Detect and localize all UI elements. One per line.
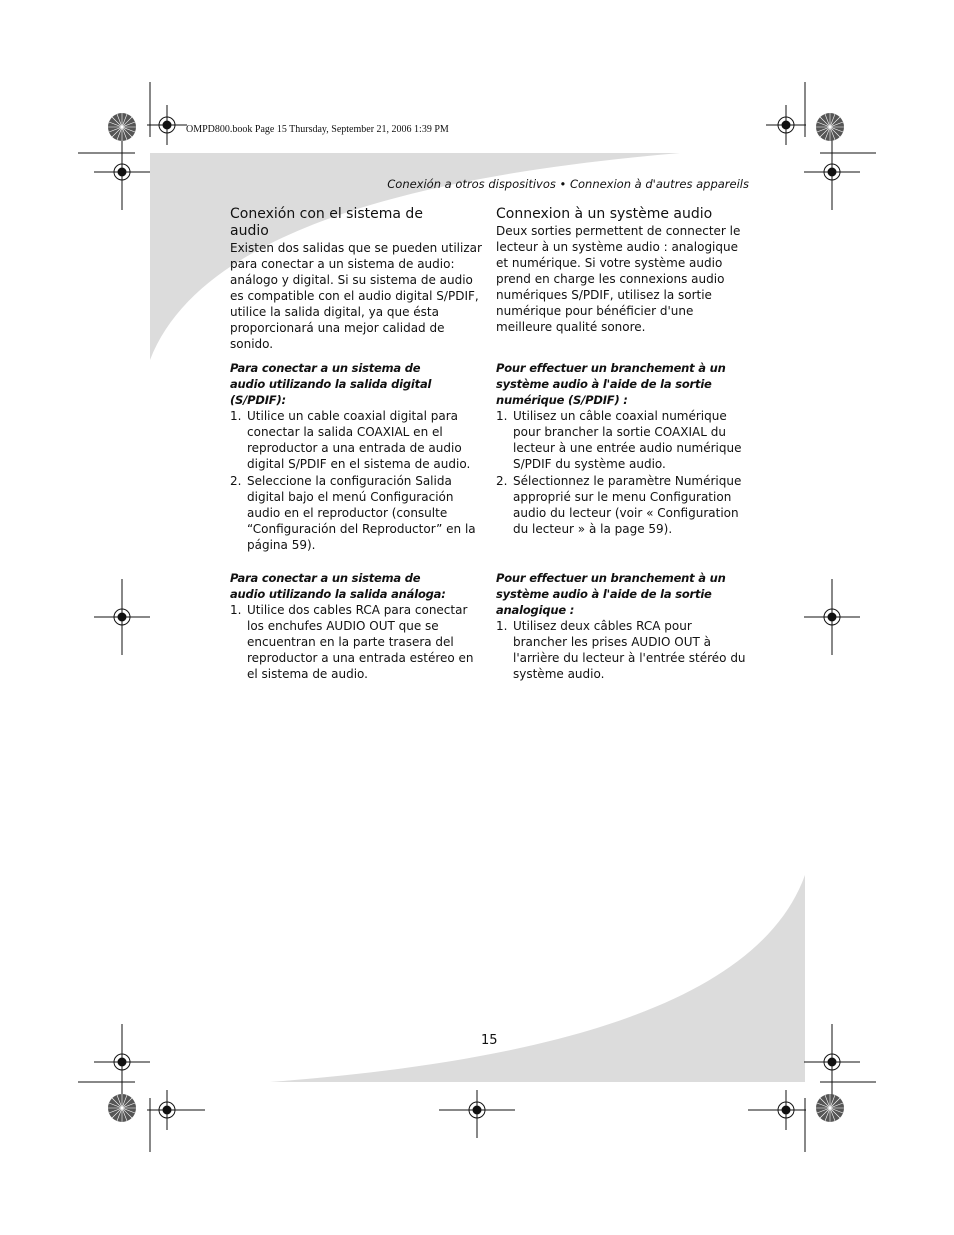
step-number: 1. (496, 619, 508, 633)
fr-analog-steps (496, 618, 748, 682)
list-item (496, 618, 748, 682)
step-number: 1. (230, 409, 242, 423)
page-number: 15 (481, 1033, 498, 1048)
fr-heading: Connexion à un système audio (496, 206, 713, 222)
list-item (230, 408, 482, 472)
fr-digital-steps (496, 408, 748, 537)
fr-analog-section (496, 570, 748, 683)
step-number: 2. (230, 474, 242, 488)
fr-digital-section (496, 360, 748, 538)
es-intro: Existen dos salidas que se pueden utilizar para conectar a un sistema de audio: análogo y digital. Si su sistema de audio es compatible con el audio digital S/PDIF, utilice la salida digital, ya que ésta proporcionará una mejor calidad de sonido. (230, 241, 482, 351)
fr-intro-section (496, 206, 748, 335)
es-digital-title: Para conectar a un sistema de audio utilizando la salida digital (S/PDIF): (230, 361, 432, 407)
step-text: Utilice dos cables RCA para conectar los enchufes AUDIO OUT que se encuentran en la parte trasera del reproductor a una entrada estéreo en el sistema de audio. (247, 603, 474, 681)
es-digital-section (230, 360, 482, 554)
fr-analog-title: Pour effectuer un branchement à un système audio à l'aide de la sortie analogique : (496, 571, 726, 617)
step-text: Utilisez deux câbles RCA pour brancher les prises AUDIO OUT à l'arrière du lecteur à l'entrée stéréo du système audio. (513, 619, 746, 681)
list-item (496, 408, 748, 472)
es-analog-title: Para conectar a un sistema de audio utilizando la salida análoga: (230, 571, 446, 601)
step-text: Utilisez un câble coaxial numérique pour brancher la sortie COAXIAL du lecteur à une entrée audio numérique S/PDIF du système audio. (513, 409, 742, 471)
list-item (230, 602, 482, 682)
es-heading: Conexión con el sistema de audio (230, 206, 423, 239)
running-head: Conexión a otros dispositivos • Connexion à d'autres appareils (387, 177, 749, 191)
fr-digital-title: Pour effectuer un branchement à un système audio à l'aide de la sortie numérique (S/PDIF) : (496, 361, 726, 407)
step-number: 2. (496, 474, 508, 488)
es-analog-steps (230, 602, 482, 682)
es-digital-steps (230, 408, 482, 553)
step-number: 1. (230, 603, 242, 617)
step-text: Sélectionnez le paramètre Numérique approprié sur le menu Configuration audio du lecteur (voir « Configuration du lecteur » à la page 59). (513, 474, 742, 536)
es-intro-section (230, 206, 482, 352)
step-number: 1. (496, 409, 508, 423)
es-analog-section (230, 570, 482, 683)
fr-intro: Deux sorties permettent de connecter le lecteur à un système audio : analogique et numérique. Si votre système audio prend en charge les connexions audio numériques S/PDIF, utilisez la sortie numérique pour bénéficier d'une meilleure qualité sonore. (496, 224, 741, 334)
bottom-swoosh (270, 875, 805, 1082)
list-item (230, 473, 482, 553)
step-text: Seleccione la configuración Salida digital bajo el menú Configuración audio en el reproductor (consulte “Configuración del Reproductor” en la página 59). (247, 474, 476, 552)
list-item (496, 473, 748, 537)
print-info: OMPD800.book Page 15 Thursday, September 21, 2006 1:39 PM (186, 124, 449, 135)
step-text: Utilice un cable coaxial digital para conectar la salida COAXIAL en el reproductor a una entrada de audio digital S/PDIF en el sistema de audio. (247, 409, 471, 471)
